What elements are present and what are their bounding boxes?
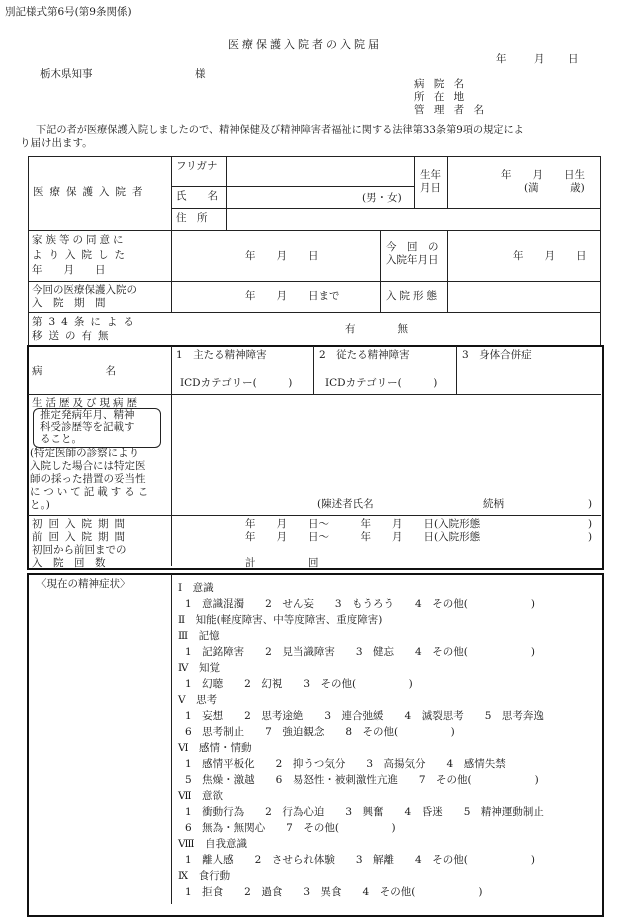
- symptom-heading: Ⅵ 感情・情動: [178, 742, 252, 754]
- relationship-field: 続柄: [483, 498, 504, 510]
- main-icd: ICDカテゴリー( ): [180, 377, 293, 389]
- main-disorder: 1 主たる精神障害: [176, 349, 267, 361]
- admission-date: 年 月 日: [513, 250, 587, 262]
- address-label: 住 所: [176, 212, 208, 224]
- admission-count-value: 計 回: [245, 557, 319, 569]
- symptom-heading: Ⅲ 記憶: [178, 630, 220, 642]
- previous-admission-close: ): [588, 531, 593, 543]
- transport-value: 有 無: [345, 323, 408, 335]
- symptom-options: 1 衝動行為 2 行為心迫 3 興奮 4 昏迷 5 精神運動制止: [185, 806, 544, 818]
- symptom-options: 1 離人感 2 させられ体験 3 解離 4 その他( ): [185, 854, 535, 866]
- this-admission-label-2: 入院年月日: [386, 254, 439, 266]
- symptom-heading: Ⅷ 自我意識: [178, 838, 248, 850]
- consent-label: 家族等の同意に: [32, 234, 127, 246]
- consent-label-2: より入院した: [32, 249, 131, 261]
- symptom-heading: Ⅰ 意識: [178, 582, 214, 594]
- history-note-2: 科受診歴等を記載す: [40, 421, 135, 433]
- page-title: 医療保護入院者の入院届: [228, 38, 382, 51]
- symptom-options: 1 記銘障害 2 見当識障害 3 健忘 4 その他( ): [185, 646, 535, 658]
- specialist-note-3: 師の採った措置の妥当性: [30, 473, 146, 485]
- birth-date: 年 月 日生: [501, 169, 585, 181]
- consent-date: 年 月 日: [245, 250, 319, 262]
- history-note-3: ること。: [40, 433, 82, 445]
- date-day: 日: [568, 53, 579, 65]
- this-admission-label: 今 回 の: [386, 241, 439, 253]
- narrator-close: ): [588, 498, 593, 510]
- furigana-label: フリガナ: [176, 160, 218, 172]
- intro-text: 下記の者が医療保護入院しましたので、精神保健及び精神障害者福祉に関する法律第33条第9項の規定によ: [36, 125, 524, 136]
- hospital-address-label: 所 在 地: [414, 91, 468, 103]
- specialist-note-4: について記載するこ: [30, 486, 152, 498]
- symptom-options: 1 幻聴 2 幻視 3 その他( ): [185, 678, 413, 690]
- narrator-field: (陳述者氏名: [317, 498, 374, 510]
- symptom-options: 1 感情平板化 2 抑うつ気分 3 高揚気分 4 感情失禁: [185, 758, 506, 770]
- birth-label-2: 月日: [420, 182, 441, 194]
- hospital-name-label: 病 院 名: [414, 78, 468, 90]
- diagnosis-label: 病 名: [32, 365, 116, 377]
- physical-complication: 3 身体合併症: [462, 349, 532, 361]
- admission-form-label: 入院形態: [386, 290, 440, 302]
- admission-count-label-2: 入 院 回 数: [32, 557, 106, 569]
- symptom-heading: Ⅸ 食行動: [178, 870, 231, 882]
- symptom-options: 6 無為・無関心 7 その他( ): [185, 822, 396, 834]
- specialist-note: (特定医師の診察により: [30, 447, 140, 459]
- intro-text-cont: り届け出ます。: [20, 137, 93, 149]
- specialist-note-5: と。): [30, 499, 50, 511]
- admission-count-label: 初回から前回までの: [32, 544, 127, 556]
- hospital-manager-label: 管 理 者 名: [414, 104, 488, 116]
- secondary-disorder: 2 従たる精神障害: [319, 349, 410, 361]
- symptom-options: 5 焦燥・激越 6 易怒性・被刺激性亢進 7 その他( ): [185, 774, 539, 786]
- symptom-heading: Ⅳ 知覚: [178, 662, 220, 674]
- symptom-heading: Ⅶ 意欲: [178, 790, 224, 802]
- date-year: 年: [496, 53, 507, 65]
- first-admission-value: 年 月 日～ 年 月 日(入院形態: [245, 518, 481, 530]
- transport-label: 第34条による: [32, 316, 140, 328]
- period-label-2: 入 院 期 間: [32, 297, 106, 309]
- gender-field: (男・女): [362, 192, 402, 204]
- form-number: 別記様式第6号(第9条関係): [5, 6, 132, 18]
- name-label: 氏 名: [176, 190, 218, 202]
- previous-admission-label: 前回入院期間: [32, 531, 131, 543]
- first-admission-close: ): [588, 518, 593, 530]
- secondary-icd: ICDカテゴリー( ): [325, 377, 438, 389]
- symptoms-label: 〈現在の精神症状〉: [36, 578, 131, 590]
- symptom-heading: Ⅴ 思考: [178, 694, 218, 706]
- transport-label-2: 移送の有無: [32, 330, 115, 342]
- history-note: 推定発病年月、精神: [40, 409, 135, 421]
- previous-admission-value: 年 月 日～ 年 月 日(入院形態: [245, 531, 481, 543]
- patient-label: 医療保護入院者: [33, 186, 149, 198]
- specialist-note-2: 入院した場合には特定医: [30, 460, 146, 472]
- symptom-heading: Ⅱ 知能(軽度障害、中等度障害、重度障害): [178, 614, 383, 626]
- addressee: 栃木県知事: [40, 68, 93, 80]
- history-label: 生活歴及び現病歴: [32, 397, 140, 409]
- age-field: (満 歳): [524, 182, 585, 194]
- addressee-honorific: 様: [195, 68, 206, 80]
- period-label: 今回の医療保護入院の: [32, 284, 137, 296]
- consent-label-3: 年 月 日: [32, 264, 106, 276]
- date-month: 月: [534, 53, 545, 65]
- first-admission-label: 初回入院期間: [32, 518, 131, 530]
- period-value: 年 月 日まで: [245, 290, 340, 302]
- symptom-options: 1 意識混濁 2 せん妄 3 もうろう 4 その他( ): [185, 598, 535, 610]
- symptom-options: 1 拒食 2 過食 3 異食 4 その他( ): [185, 886, 483, 898]
- birth-label: 生年: [420, 169, 441, 181]
- symptom-options: 1 妄想 2 思考途絶 3 連合弛緩 4 滅裂思考 5 思考奔逸: [185, 710, 544, 722]
- symptom-options: 6 思考制止 7 強迫観念 8 その他( ): [185, 726, 455, 738]
